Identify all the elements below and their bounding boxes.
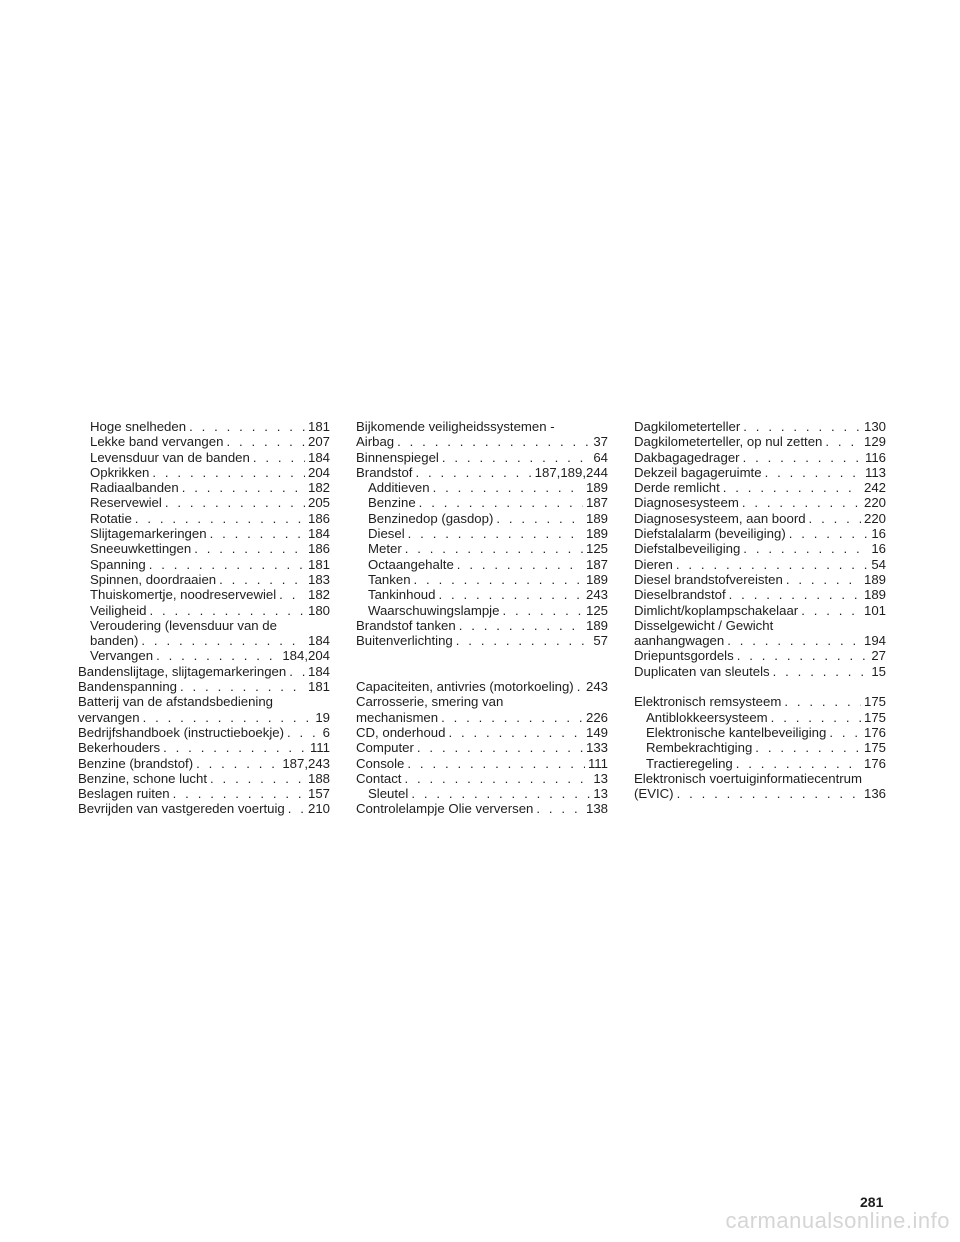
index-page-ref: 113 xyxy=(864,464,886,480)
index-term: Spinnen, doordraaien xyxy=(90,571,217,587)
index-page-ref: 205 xyxy=(307,495,330,511)
index-entry xyxy=(356,771,608,786)
index-term: Binnenspiegel xyxy=(356,449,439,465)
index-term: Benzine xyxy=(368,495,416,511)
index-term: mechanismen xyxy=(356,709,439,725)
dot-leader xyxy=(419,495,583,510)
index-column-2 xyxy=(356,419,608,817)
index-page-ref: 181 xyxy=(307,679,330,695)
index-term: Slijtagemarkeringen xyxy=(90,526,207,542)
index-term: Dieren xyxy=(634,556,673,572)
index-page-ref: 181 xyxy=(307,419,330,434)
index-page-ref: 186 xyxy=(307,510,330,526)
index-term: Bandenslijtage, slijtagemarkeringen xyxy=(78,663,287,679)
index-term: Elektronisch remsysteem xyxy=(634,694,782,710)
index-term: Rotatie xyxy=(90,510,132,526)
dot-leader xyxy=(441,710,583,725)
index-entry xyxy=(634,648,886,663)
index-page-ref: 189 xyxy=(585,510,608,526)
index-page-ref: 182 xyxy=(307,587,330,603)
dot-leader xyxy=(182,480,305,495)
index-page-ref: 64 xyxy=(593,449,608,465)
index-term: Beslagen ruiten xyxy=(78,786,170,802)
dot-leader xyxy=(397,434,590,449)
dot-leader xyxy=(459,618,583,633)
dot-leader xyxy=(771,710,861,725)
index-page-ref: 6 xyxy=(322,724,330,740)
index-page-ref: 194 xyxy=(863,633,886,649)
index-term: Spanning xyxy=(90,556,146,572)
index-term: Sleutel xyxy=(368,786,409,802)
dot-leader xyxy=(253,450,305,465)
index-term: Bekerhouders xyxy=(78,740,161,756)
index-page-ref: 175 xyxy=(863,694,886,710)
index-page-ref: 138 xyxy=(585,801,608,817)
index-term: Bandenspanning xyxy=(78,679,177,695)
dot-leader xyxy=(736,756,861,771)
index-term: Opkrikken xyxy=(90,464,150,480)
index-entry xyxy=(356,572,608,587)
index-term: Tractieregeling xyxy=(646,755,733,771)
index-line: Elektronisch voertuiginformatiecentrum xyxy=(634,770,862,786)
dot-leader xyxy=(226,434,305,449)
index-page-ref: 220 xyxy=(863,495,886,511)
index-term: Reservewiel xyxy=(90,495,162,511)
dot-leader xyxy=(149,557,305,572)
index-page-ref: 181 xyxy=(307,556,330,572)
index-page-ref: 19 xyxy=(315,709,330,725)
index-term: Tankinhoud xyxy=(368,587,436,603)
index-page-ref: 27 xyxy=(871,648,886,664)
index-entry xyxy=(634,740,886,755)
dot-leader xyxy=(727,633,861,648)
dot-leader xyxy=(743,541,868,556)
dot-leader xyxy=(156,648,279,663)
dot-leader xyxy=(536,801,583,816)
index-term: Diesel brandstofvereisten xyxy=(634,571,783,587)
dot-leader xyxy=(405,541,583,556)
dot-leader xyxy=(448,725,583,740)
index-term: Benzine (brandstof) xyxy=(78,755,194,771)
index-entry xyxy=(78,526,330,541)
index-entry xyxy=(78,511,330,526)
index-page-ref: 13 xyxy=(593,770,608,786)
index-entry xyxy=(634,557,886,572)
dot-leader xyxy=(456,633,591,648)
dot-leader xyxy=(789,526,869,541)
index-term: Additieven xyxy=(368,480,430,496)
index-term: Brandstof xyxy=(356,464,413,480)
dot-leader xyxy=(173,786,305,801)
index-term: Vervangen xyxy=(90,648,154,664)
index-term: Levensduur van de banden xyxy=(90,449,250,465)
index-page-ref: 184 xyxy=(307,633,330,649)
index-term: Computer xyxy=(356,740,414,756)
dot-leader xyxy=(786,572,861,587)
index-page-ref: 130 xyxy=(863,419,886,434)
dot-leader xyxy=(180,679,305,694)
dot-leader xyxy=(189,419,305,434)
index-page-ref: 37 xyxy=(593,434,608,450)
dot-leader xyxy=(210,526,305,541)
index-term: Veiligheid xyxy=(90,602,147,618)
dot-leader xyxy=(765,465,862,480)
section-gap xyxy=(356,648,608,663)
index-page-ref: 207 xyxy=(307,434,330,450)
index-entry xyxy=(634,495,886,510)
index-page-ref: 183 xyxy=(307,571,330,587)
index-entry xyxy=(634,541,886,556)
dot-leader xyxy=(729,587,861,602)
dot-leader xyxy=(755,740,861,755)
index-page-ref: 184 xyxy=(307,526,330,542)
dot-leader xyxy=(141,633,305,648)
dot-leader xyxy=(829,725,861,740)
index-line: Veroudering (levensduur van de xyxy=(90,617,277,633)
index-entry xyxy=(356,725,608,740)
index-entry xyxy=(78,603,330,618)
dot-leader xyxy=(502,603,583,618)
index-page-ref: 187,189,244 xyxy=(534,464,608,480)
index-page-ref: 16 xyxy=(871,541,886,557)
dot-leader xyxy=(149,603,305,618)
index-page-ref: 175 xyxy=(863,709,886,725)
index-page-ref: 189 xyxy=(585,571,608,587)
index-entry xyxy=(634,419,886,434)
index-term: Dagkilometerteller, op nul zetten xyxy=(634,434,823,450)
index-entry xyxy=(634,450,886,465)
dot-leader xyxy=(289,664,305,679)
index-entry xyxy=(78,557,330,572)
index-page-ref: 129 xyxy=(863,434,886,450)
index-entry xyxy=(78,572,330,587)
index-page-ref: 184 xyxy=(307,663,330,679)
index-term: Airbag xyxy=(356,434,395,450)
dot-leader xyxy=(773,664,869,679)
index-entry xyxy=(634,572,886,587)
dot-leader xyxy=(743,419,861,434)
index-page-ref: 54 xyxy=(871,556,886,572)
index-entry xyxy=(356,740,608,755)
index-term: Antiblokkeersysteem xyxy=(646,709,768,725)
index-term: CD, onderhoud xyxy=(356,724,446,740)
index-entry xyxy=(634,526,886,541)
index-entry xyxy=(356,526,608,541)
dot-leader xyxy=(152,465,305,480)
index-term: Elektronische kantelbeveiliging xyxy=(646,724,827,740)
index-term: Controlelampje Olie verversen xyxy=(356,801,534,817)
index-page-ref: 189 xyxy=(585,617,608,633)
index-entry xyxy=(356,541,608,556)
index-entry xyxy=(356,633,608,648)
index-entry xyxy=(356,511,608,526)
index-entry xyxy=(356,603,608,618)
dot-leader xyxy=(210,771,305,786)
dot-leader xyxy=(165,495,305,510)
index-page-ref: 136 xyxy=(863,786,886,802)
index-page-ref: 133 xyxy=(585,740,608,756)
index-term: Diesel xyxy=(368,526,405,542)
index-entry xyxy=(634,710,886,725)
index-term: banden) xyxy=(90,633,139,649)
index-entry xyxy=(78,633,330,648)
index-page-ref: 111 xyxy=(309,740,330,756)
index-entry xyxy=(356,557,608,572)
index-page-ref: 125 xyxy=(585,602,608,618)
page-number: 281 xyxy=(860,1194,884,1210)
dot-leader xyxy=(135,511,305,526)
index-entry xyxy=(78,786,330,801)
index-term: Capaciteiten, antivries (motorkoeling) xyxy=(356,679,574,695)
dot-leader xyxy=(407,756,585,771)
dot-leader xyxy=(677,786,861,801)
index-term: vervangen xyxy=(78,709,140,725)
index-page-ref: 111 xyxy=(587,755,608,771)
index-line: Batterij van de afstandsbediening xyxy=(78,694,274,710)
index-page-ref: 180 xyxy=(307,602,330,618)
index-term: Contact xyxy=(356,770,402,786)
index-line: Bijkomende veiligheidssystemen - xyxy=(356,419,555,434)
index-page-ref: 186 xyxy=(307,541,330,557)
index-page-ref: 188 xyxy=(307,770,330,786)
index-page-ref: 189 xyxy=(585,526,608,542)
dot-leader xyxy=(809,511,861,526)
index-term: Dagkilometerteller xyxy=(634,419,741,434)
dot-leader xyxy=(408,526,583,541)
index-entry xyxy=(634,465,886,480)
dot-leader xyxy=(143,710,313,725)
index-term: aanhangwagen xyxy=(634,633,725,649)
index-page-ref: 187 xyxy=(585,556,608,572)
index-page-ref: 187,243 xyxy=(282,755,330,771)
index-page-ref: 176 xyxy=(863,724,886,740)
index-term: Bevrijden van vastgereden voertuig xyxy=(78,801,285,817)
index-entry xyxy=(634,694,886,709)
index-entry xyxy=(634,480,886,495)
index-page-ref: 116 xyxy=(864,449,886,465)
index-page-ref: 101 xyxy=(863,602,886,618)
index-page-ref: 189 xyxy=(863,587,886,603)
index-entry xyxy=(356,450,608,465)
index-page-ref: 226 xyxy=(585,709,608,725)
index-column-3 xyxy=(634,419,886,801)
dot-leader xyxy=(801,603,861,618)
index-page-ref: 242 xyxy=(863,480,886,496)
dot-leader xyxy=(196,756,279,771)
dot-leader xyxy=(417,740,583,755)
index-term: Derde remlicht xyxy=(634,480,720,496)
index-entry xyxy=(634,664,886,679)
dot-leader xyxy=(577,679,583,694)
index-page-ref: 220 xyxy=(863,510,886,526)
index-term: Diagnosesysteem xyxy=(634,495,739,511)
index-page-ref: 13 xyxy=(593,786,608,802)
dot-leader xyxy=(433,480,583,495)
dot-leader xyxy=(737,648,869,663)
dot-leader xyxy=(288,801,305,816)
index-term: Dimlicht/koplampschakelaar xyxy=(634,602,799,618)
index-page-ref: 187 xyxy=(585,495,608,511)
index-term: Meter xyxy=(368,541,402,557)
index-entry xyxy=(78,725,330,740)
index-term: Thuiskomertje, noodreservewiel xyxy=(90,587,277,603)
index-entry xyxy=(634,633,886,648)
index-entry xyxy=(634,756,886,771)
dot-leader xyxy=(825,434,861,449)
index-entry xyxy=(634,434,886,449)
index-entry xyxy=(78,419,330,434)
index-entry xyxy=(356,587,608,602)
dot-leader xyxy=(404,771,590,786)
dot-leader xyxy=(784,694,861,709)
index-term: (EVIC) xyxy=(634,786,674,802)
index-entry xyxy=(356,434,608,449)
index-entry xyxy=(78,450,330,465)
index-entry xyxy=(356,618,608,633)
index-term: Hoge snelheden xyxy=(90,419,187,434)
dot-leader xyxy=(676,557,868,572)
index-entry xyxy=(634,725,886,740)
dot-leader xyxy=(279,587,305,602)
index-term: Console xyxy=(356,755,405,771)
index-term: Buitenverlichting xyxy=(356,633,453,649)
index-page-ref: 243 xyxy=(585,587,608,603)
index-term: Radiaalbanden xyxy=(90,480,179,496)
index-term: Brandstof tanken xyxy=(356,617,456,633)
dot-leader xyxy=(287,725,320,740)
index-entry xyxy=(634,786,886,801)
index-entry xyxy=(78,648,330,663)
index-page-ref: 176 xyxy=(863,755,886,771)
index-term: Diagnosesysteem, aan boord xyxy=(634,510,806,526)
index-entry xyxy=(356,465,608,480)
dot-leader xyxy=(742,495,861,510)
dot-leader xyxy=(743,450,862,465)
index-entry xyxy=(356,756,608,771)
index-page-ref: 182 xyxy=(307,480,330,496)
index-entry xyxy=(356,786,608,801)
index-entry xyxy=(356,679,608,694)
index-line: Disselgewicht / Gewicht xyxy=(634,617,774,633)
index-page-ref: 189 xyxy=(863,571,886,587)
index-entry xyxy=(78,541,330,556)
index-page-ref: 57 xyxy=(593,633,608,649)
dot-leader xyxy=(219,572,305,587)
index-term: Dakbagagedrager xyxy=(634,449,740,465)
index-entry xyxy=(78,587,330,602)
dot-leader xyxy=(496,511,583,526)
index-entry xyxy=(78,756,330,771)
index-page-ref: 184 xyxy=(307,449,330,465)
dot-leader xyxy=(414,572,583,587)
index-term: Tanken xyxy=(368,571,411,587)
index-entry xyxy=(78,801,330,816)
index-entry xyxy=(78,465,330,480)
index-page-ref: 16 xyxy=(871,526,886,542)
index-entry xyxy=(634,587,886,602)
index-entry xyxy=(634,603,886,618)
index-page-ref: 184,204 xyxy=(282,648,330,664)
index-page-ref: 243 xyxy=(585,679,608,695)
section-gap xyxy=(356,664,608,679)
index-term: Diefstalbeveiliging xyxy=(634,541,741,557)
index-entry xyxy=(356,480,608,495)
index-entry xyxy=(78,434,330,449)
index-entry xyxy=(356,801,608,816)
index-entry xyxy=(78,480,330,495)
index-term: Dieselbrandstof xyxy=(634,587,726,603)
index-page-ref: 204 xyxy=(307,464,330,480)
dot-leader xyxy=(457,557,583,572)
section-gap xyxy=(634,679,886,694)
index-term: Dekzeil bagageruimte xyxy=(634,464,762,480)
dot-leader xyxy=(442,450,590,465)
index-term: Benzinedop (gasdop) xyxy=(368,510,494,526)
dot-leader xyxy=(411,786,590,801)
index-entry xyxy=(78,495,330,510)
index-term: Diefstalalarm (beveiliging) xyxy=(634,526,786,542)
index-term: Sneeuwkettingen xyxy=(90,541,192,557)
index-entry xyxy=(78,710,330,725)
index-term: Driepuntsgordels xyxy=(634,648,734,664)
index-line: Carrosserie, smering van xyxy=(356,694,504,710)
index-entry xyxy=(634,511,886,526)
index-term: Waarschuwingslampje xyxy=(368,602,500,618)
index-term: Duplicaten van sleutels xyxy=(634,663,770,679)
index-entry xyxy=(78,679,330,694)
index-page-ref: 189 xyxy=(585,480,608,496)
watermark: carmanualsonline.info xyxy=(725,1208,950,1233)
index-term: Rembekrachtiging xyxy=(646,740,753,756)
dot-leader xyxy=(194,541,305,556)
index-entry xyxy=(78,664,330,679)
index-term: Octaangehalte xyxy=(368,556,454,572)
index-page-ref: 175 xyxy=(863,740,886,756)
index-term: Benzine, schone lucht xyxy=(78,770,208,786)
index-entry xyxy=(356,495,608,510)
index-column-1 xyxy=(78,419,330,817)
index-entry xyxy=(78,771,330,786)
index-entry xyxy=(78,740,330,755)
index-page-ref: 15 xyxy=(871,663,886,679)
index-page-ref: 149 xyxy=(585,724,608,740)
index-term: Lekke band vervangen xyxy=(90,434,224,450)
dot-leader xyxy=(438,587,583,602)
dot-leader xyxy=(163,740,307,755)
dot-leader xyxy=(415,465,531,480)
index-entry xyxy=(356,710,608,725)
index-page-ref: 125 xyxy=(585,541,608,557)
index-page-ref: 157 xyxy=(307,786,330,802)
index-term: Bedrijfshandboek (instructieboekje) xyxy=(78,724,284,740)
index-page-ref: 210 xyxy=(307,801,330,817)
dot-leader xyxy=(723,480,861,495)
